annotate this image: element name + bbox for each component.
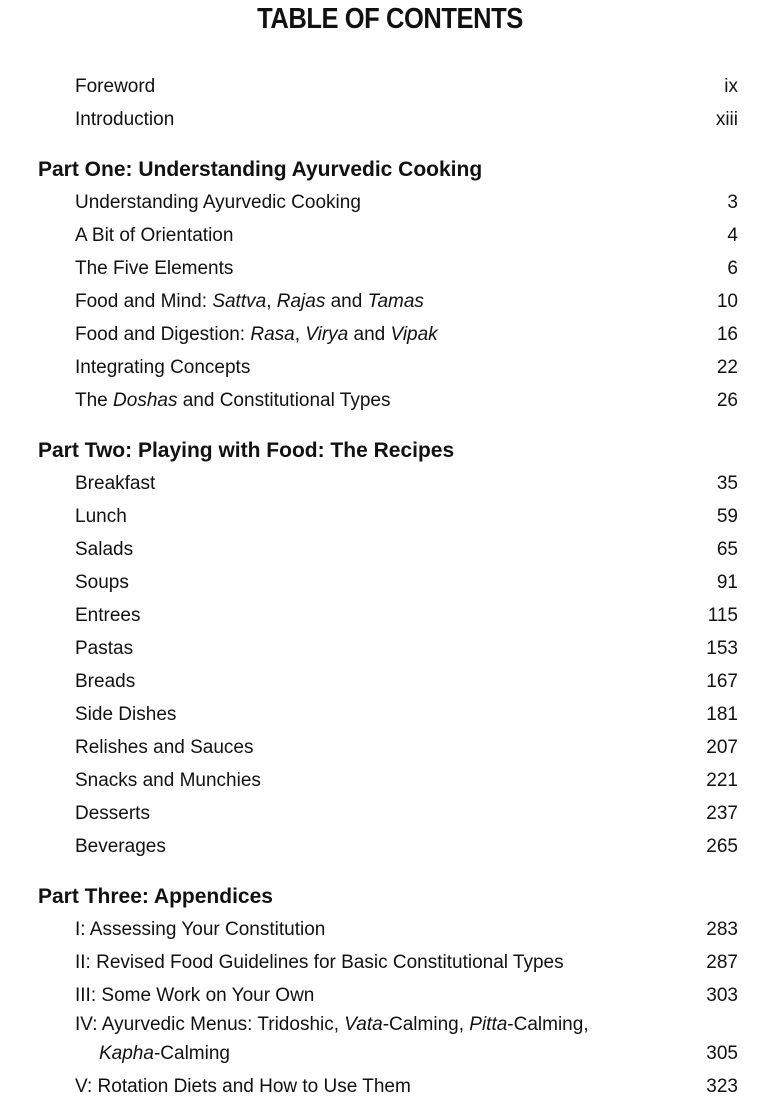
- page-number: 265: [706, 836, 738, 857]
- entry-title: [75, 500, 127, 533]
- toc-entry: [0, 500, 780, 533]
- toc-entry: [0, 566, 780, 599]
- page-number: 303: [706, 985, 738, 1006]
- entry-title: [75, 665, 135, 698]
- entry-text-segment: -Calming,: [382, 1014, 470, 1035]
- toc-entry: [0, 103, 780, 136]
- entry-text-segment: Food and Digestion:: [75, 324, 251, 345]
- page-number: 283: [706, 919, 738, 940]
- toc-entry: [0, 599, 780, 632]
- toc-entry: [0, 285, 780, 318]
- entry-text-segment: Pitta: [469, 1014, 508, 1035]
- entry-title: [75, 384, 390, 417]
- page-number: 323: [706, 1076, 738, 1097]
- page-number: 26: [716, 390, 738, 411]
- entry-text-segment: Food and Mind:: [75, 291, 213, 312]
- toc-entry: [0, 632, 780, 665]
- page-number: 167: [706, 671, 738, 692]
- entry-text-segment: III: Some Work on Your Own: [75, 985, 315, 1006]
- page-number: 4: [727, 225, 738, 246]
- entry-text-segment: Pastas: [75, 638, 134, 659]
- entry-text-segment: Desserts: [75, 803, 150, 824]
- entry-text-segment: Rajas: [276, 291, 326, 312]
- part-heading: Part Three: Appendices: [38, 885, 273, 908]
- entry-text-segment: Virya: [305, 324, 349, 345]
- page-number: ix: [724, 76, 738, 97]
- entry-title: [75, 1012, 589, 1037]
- toc-entry: [0, 351, 780, 384]
- entry-title: [75, 632, 133, 665]
- toc-entry-continuation: [0, 1037, 780, 1070]
- page-number: xiii: [715, 109, 738, 130]
- entry-text-segment: Understanding Ayurvedic Cooking: [75, 192, 361, 213]
- page-number: 16: [716, 324, 738, 345]
- entry-text-segment: Vipak: [390, 324, 438, 345]
- entry-text-segment: Relishes and Sauces: [75, 737, 254, 758]
- entry-title: [75, 731, 254, 764]
- page-number: 221: [706, 770, 738, 791]
- entry-title-continued: [99, 1037, 230, 1070]
- entry-text-segment: Integrating Concepts: [75, 357, 251, 378]
- entry-text-segment: Tamas: [367, 291, 424, 312]
- page-number: 3: [727, 192, 738, 213]
- toc-entry: [0, 252, 780, 285]
- entry-text-segment: Beverages: [75, 836, 166, 857]
- page-number: 10: [716, 291, 738, 312]
- entry-text-segment: Sattva: [212, 291, 267, 312]
- entry-title: [75, 70, 155, 103]
- entry-text-segment: -Calming: [153, 1043, 230, 1064]
- part-heading: Part One: Understanding Ayurvedic Cooking: [38, 158, 483, 181]
- entry-title: [75, 186, 361, 219]
- entry-text-segment: Introduction: [75, 109, 175, 130]
- entry-text-segment: IV: Ayurvedic Menus: Tridoshic,: [75, 1014, 345, 1035]
- entry-title: [75, 698, 176, 731]
- entry-text-segment: Foreword: [75, 76, 156, 97]
- toc-entry: [0, 731, 780, 764]
- toc-entry-line: [0, 1012, 780, 1037]
- entry-text-segment: -Calming,: [507, 1014, 589, 1035]
- entry-text-segment: II: Revised Food Guidelines for Basic Constitutional Types: [75, 952, 564, 973]
- page-number: 153: [706, 638, 738, 659]
- page-number: 287: [706, 952, 738, 973]
- toc-entry: [0, 533, 780, 566]
- toc-entry: [0, 797, 780, 830]
- toc-entry: [0, 384, 780, 417]
- entry-text-segment: and: [325, 291, 368, 312]
- entry-text-segment: Snacks and Munchies: [75, 770, 261, 791]
- toc-entry: [0, 913, 780, 946]
- entry-text-segment: The: [75, 390, 114, 411]
- entry-title: [75, 285, 424, 318]
- part-heading: Part Two: Playing with Food: The Recipes: [38, 439, 455, 462]
- page-number: 59: [716, 506, 738, 527]
- entry-text-segment: Breakfast: [75, 473, 156, 494]
- toc-entry: [0, 1070, 780, 1103]
- toc-entry: [0, 467, 780, 500]
- entry-text-segment: Doshas: [113, 390, 178, 411]
- entry-title: [75, 318, 438, 351]
- toc-entry: [0, 979, 780, 1012]
- page-number: 237: [706, 803, 738, 824]
- page-number: 115: [707, 605, 738, 626]
- toc-entry: [0, 830, 780, 863]
- entry-text-segment: and Constitutional Types: [177, 390, 391, 411]
- entry-title: [75, 599, 140, 632]
- entry-text-segment: Side Dishes: [75, 704, 177, 725]
- toc-entry: [0, 186, 780, 219]
- entry-title: [75, 913, 325, 946]
- page-number: 65: [716, 539, 738, 560]
- page-number: 181: [706, 704, 738, 725]
- toc-entry: [0, 698, 780, 731]
- toc-entry: [0, 665, 780, 698]
- entry-text-segment: V: Rotation Diets and How to Use Them: [75, 1076, 411, 1097]
- entry-title: [75, 103, 174, 136]
- entry-text-segment: The Five Elements: [75, 258, 234, 279]
- page-number: 35: [716, 473, 738, 494]
- entry-title: [75, 979, 314, 1012]
- entry-text-segment: Kapha: [99, 1043, 154, 1064]
- entry-text-segment: Salads: [75, 539, 134, 560]
- page-number: 305: [706, 1043, 738, 1064]
- page-number: 91: [716, 572, 738, 593]
- entry-text-segment: Soups: [75, 572, 129, 593]
- entry-text-segment: A Bit of Orientation: [75, 225, 234, 246]
- entry-text-segment: ,: [266, 291, 277, 312]
- entry-text-segment: Rasa: [250, 324, 295, 345]
- entry-title: [75, 252, 233, 285]
- entry-title: [75, 219, 233, 252]
- entry-text-segment: Vata: [344, 1014, 383, 1035]
- entry-title: [75, 830, 166, 863]
- toc-entry: [0, 70, 780, 103]
- entry-title: [75, 1070, 411, 1103]
- page-number: 6: [727, 258, 738, 279]
- toc-entry: [0, 764, 780, 797]
- entry-title: [75, 946, 564, 979]
- entry-title: [75, 566, 129, 599]
- table-of-contents: [0, 70, 780, 1103]
- toc-entry: [0, 318, 780, 351]
- entry-title: [75, 467, 155, 500]
- entry-text-segment: Lunch: [75, 506, 127, 527]
- entry-title: [75, 764, 261, 797]
- toc-entry: [0, 219, 780, 252]
- page-number: 207: [706, 737, 738, 758]
- entry-text-segment: ,: [294, 324, 306, 345]
- toc-entry: [0, 946, 780, 979]
- page-number: 22: [716, 357, 738, 378]
- entry-title: [75, 797, 150, 830]
- entry-text-segment: and: [348, 324, 391, 345]
- entry-text-segment: Breads: [75, 671, 136, 692]
- entry-text-segment: Entrees: [75, 605, 141, 626]
- entry-text-segment: I: Assessing Your Constitution: [75, 919, 326, 940]
- entry-title: [75, 533, 133, 566]
- entry-title: [75, 351, 250, 384]
- page-title: TABLE OF CONTENTS: [257, 3, 523, 35]
